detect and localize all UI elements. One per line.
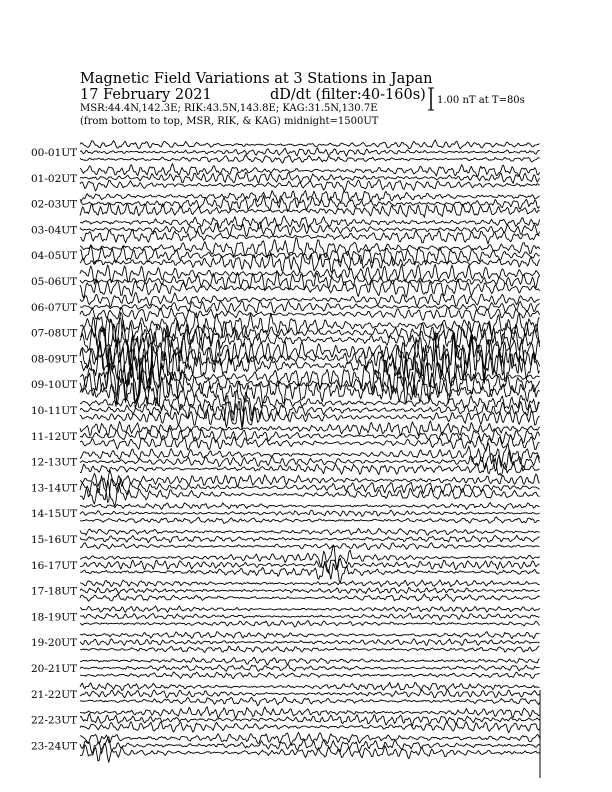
hour-label: 12-13UT <box>31 456 78 469</box>
trace-kag-11-12ut <box>80 421 540 436</box>
trace-rik-22-23ut <box>80 714 540 726</box>
scale-bar-label: 1.00 nT at T=80s <box>437 95 525 106</box>
hour-label: 09-10UT <box>31 379 78 392</box>
trace-kag-21-22ut <box>80 682 540 690</box>
trace-kag-00-01ut <box>80 140 540 149</box>
trace-kag-03-04ut <box>80 216 540 229</box>
hour-label: 13-14UT <box>31 482 78 495</box>
trace-msr-18-19ut <box>80 621 540 628</box>
hour-label: 03-04UT <box>31 224 78 237</box>
hour-label: 19-20UT <box>31 637 78 650</box>
trace-msr-17-18ut <box>80 594 540 602</box>
hour-label: 22-23UT <box>31 714 78 727</box>
trace-msr-19-20ut <box>80 646 540 653</box>
trace-rik-14-15ut <box>80 510 540 517</box>
trace-rik-02-03ut <box>80 196 540 212</box>
trace-kag-18-19ut <box>80 606 540 612</box>
hour-label: 02-03UT <box>31 198 78 211</box>
trace-rik-19-20ut <box>80 639 540 646</box>
trace-msr-21-22ut <box>80 697 540 706</box>
hour-label: 00-01UT <box>31 147 78 159</box>
hour-label: 07-08UT <box>31 327 78 340</box>
hour-label: 04-05UT <box>31 250 78 263</box>
trace-rik-06-07ut <box>80 301 540 314</box>
hour-label: 05-06UT <box>31 276 78 288</box>
trace-kag-22-23ut <box>80 707 540 718</box>
chart-date: 17 February 2021 <box>80 87 212 103</box>
trace-kag-19-20ut <box>80 632 540 639</box>
hour-label: 21-22UT <box>31 688 78 701</box>
hour-label: 01-02UT <box>31 172 78 185</box>
hour-label: 15-16UT <box>31 534 78 546</box>
trace-msr-01-02ut <box>80 180 540 191</box>
trace-msr-06-07ut <box>80 307 540 321</box>
trace-msr-15-16ut <box>80 543 540 550</box>
hour-label: 11-12UT <box>31 430 78 443</box>
trace-rik-20-21ut <box>80 664 540 671</box>
trace-msr-20-21ut <box>80 672 540 679</box>
trace-kag-23-24ut <box>80 732 540 744</box>
hour-label: 18-19UT <box>31 611 78 624</box>
trace-msr-14-15ut <box>80 517 540 524</box>
trace-rik-18-19ut <box>80 613 540 620</box>
trace-kag-20-21ut <box>80 657 540 665</box>
chart-quantity: dD/dt (filter:40-160s) <box>270 87 426 103</box>
trace-msr-13-14ut <box>80 481 540 506</box>
trace-kag-17-18ut <box>80 580 540 587</box>
trace-rik-00-01ut <box>80 148 540 157</box>
station-coordinates: MSR:44.4N,142.3E; RIK:43.5N,143.8E; KAG:31.5N,130.7E <box>80 103 378 114</box>
hour-label: 08-09UT <box>31 353 78 366</box>
trace-rik-21-22ut <box>80 690 540 698</box>
trace-rik-17-18ut <box>80 587 540 593</box>
hour-label: 14-15UT <box>31 508 78 521</box>
trace-rik-15-16ut <box>80 535 540 543</box>
hour-label: 10-11UT <box>31 405 78 417</box>
hour-label: 23-24UT <box>31 740 78 753</box>
trace-msr-04-05ut <box>80 252 540 272</box>
chart-title: Magnetic Field Variations at 3 Stations in Japan <box>80 71 433 87</box>
trace-msr-16-17ut <box>80 563 540 583</box>
trace-kag-15-16ut <box>80 528 540 535</box>
trace-kag-08-09ut <box>80 332 540 370</box>
trace-msr-00-01ut <box>80 155 540 163</box>
hour-label: 06-07UT <box>31 301 78 314</box>
hour-label: 16-17UT <box>31 559 78 572</box>
trace-msr-22-23ut <box>80 722 540 733</box>
hour-label: 20-21UT <box>31 663 78 675</box>
hour-label: 17-18UT <box>31 585 78 598</box>
trace-kag-14-15ut <box>80 503 540 510</box>
trace-order-note: (from bottom to top, MSR, RIK, & KAG) midnight=1500UT <box>80 116 379 127</box>
trace-kag-02-03ut <box>80 191 540 204</box>
trace-rik-13-14ut <box>80 476 540 503</box>
trace-kag-01-02ut <box>80 164 540 177</box>
